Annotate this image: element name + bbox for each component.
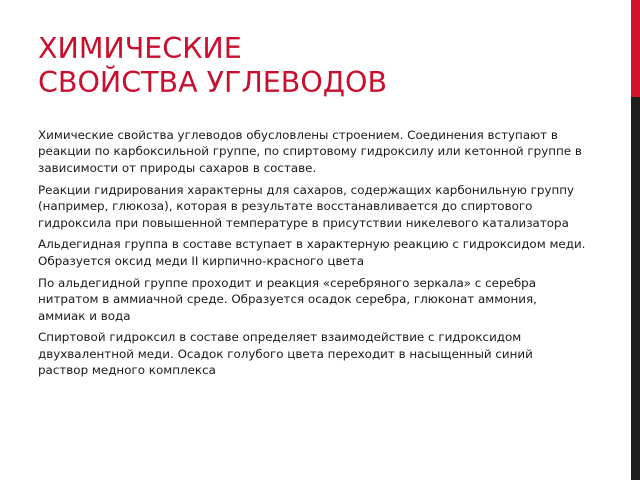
paragraph-1: Химические свойства углеводов обусловлены строением. Соединения вступают в реакции по карбоксильной группе, по спиртовому гидроксилу или кетонной группе в зависимости от природы сахаров в составе. <box>38 128 582 175</box>
paragraph-2: Реакции гидрирования характерны для сахаров, содержащих карбонильную группу (например, глюкоза), которая в результате восстанавливается до спиртового гидроксила при повышенной температуре в присутствии никелевого катализатора <box>38 182 575 230</box>
slide-title-line-1: ХИМИЧЕСКИЕ <box>38 32 242 65</box>
side-accent-bar-red-segment <box>631 0 640 97</box>
paragraph-3: Альдегидная группа в составе вступает в характерную реакцию с гидроксидом меди. Образуется оксид меди II кирпично-красного цвета <box>38 237 586 268</box>
slide-body <box>38 127 586 384</box>
slide-title-line-2: СВОЙСТВА УГЛЕВОДОВ <box>38 66 388 99</box>
side-accent-bar <box>631 0 640 480</box>
slide-title <box>38 32 598 100</box>
paragraph-4: По альдегидной группе проходит и реакция «серебряного зеркала» с серебра нитратом в аммиачной среде. Образуется осадок серебра, глюконат аммония, аммиак и вода <box>38 275 537 323</box>
paragraph-5: Спиртовой гидроксил в составе определяет взаимодействие с гидроксидом двухвалентной меди. Осадок голубого цвета переходит в насыщенный синий раствор медного комплекса <box>38 330 533 378</box>
